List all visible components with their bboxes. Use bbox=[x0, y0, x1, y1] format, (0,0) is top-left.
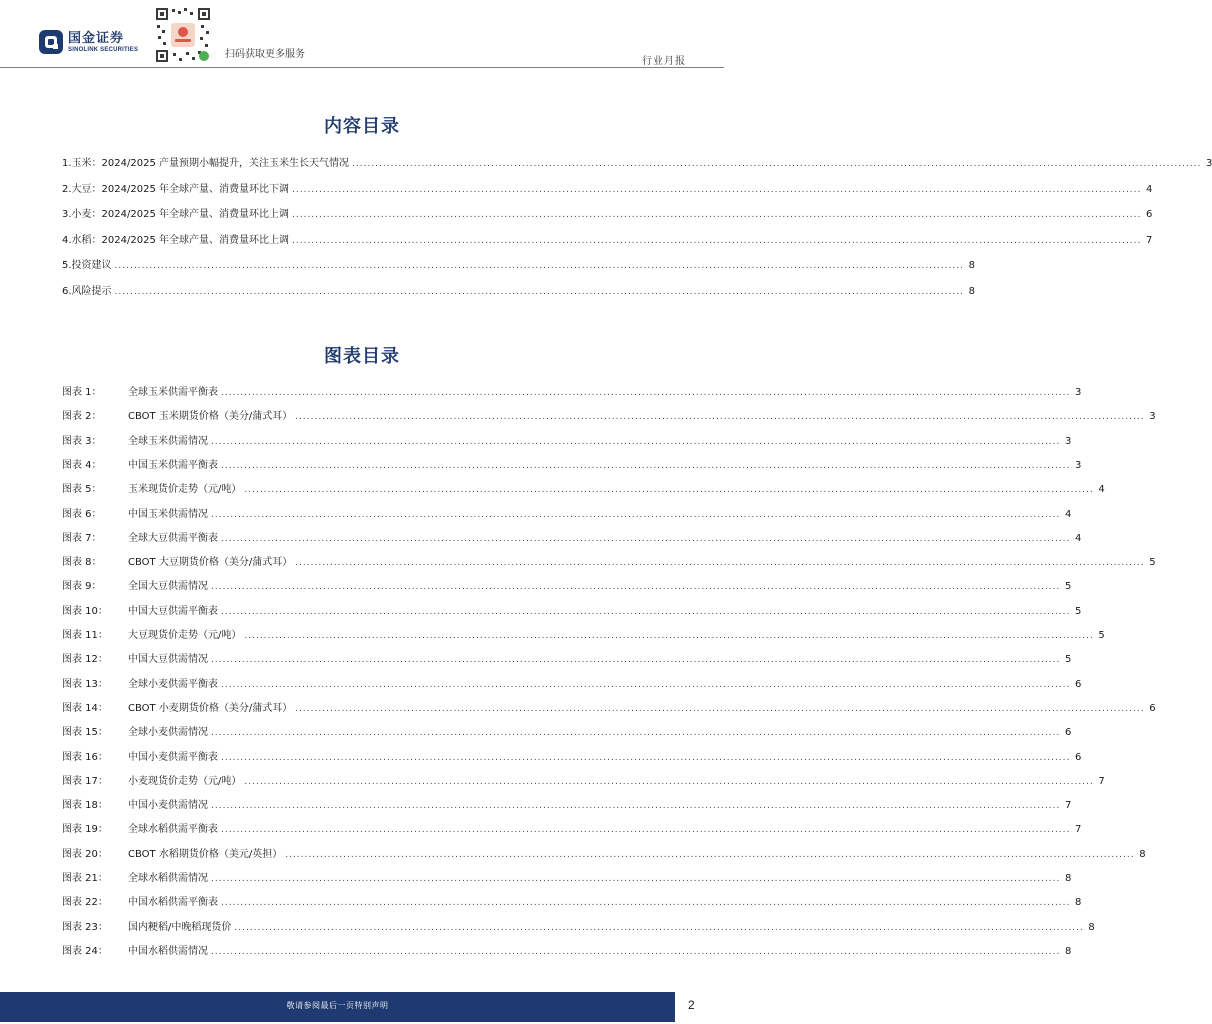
toc-item-page: 8 bbox=[968, 260, 975, 271]
figure-item-number: 图表 20： bbox=[62, 848, 108, 860]
figure-leader-dots: ............................................................................................................................................................................................................................ bbox=[221, 606, 1071, 617]
figure-item-page: 6 bbox=[1075, 751, 1082, 763]
figure-leader-dots: ............................................................................................................................................................................................................................ bbox=[221, 825, 1071, 836]
figure-item-page: 4 bbox=[1098, 484, 1105, 496]
figure-item[interactable] bbox=[62, 579, 1072, 595]
figure-item-number: 图表 14： bbox=[62, 702, 108, 714]
toc-title: 内容目录 bbox=[324, 116, 400, 137]
figure-item-title: 大豆现货价走势（元/吨） bbox=[128, 630, 242, 641]
toc-item-label: 2.大豆：2024/2025 年全球产量、消费量环比下调 bbox=[62, 183, 289, 195]
figure-item-title: 全球小麦供需情况 bbox=[128, 727, 208, 739]
header-divider bbox=[0, 67, 724, 68]
figure-item-title: 中国水稻供需情况 bbox=[128, 945, 208, 957]
figure-item-number: 图表 7： bbox=[62, 532, 102, 544]
figure-item-page: 5 bbox=[1065, 581, 1072, 593]
figure-leader-dots: ............................................................................................................................................................................................................................ bbox=[234, 922, 1084, 933]
figure-item-title: 全球玉米供需情况 bbox=[128, 435, 208, 447]
toc-item[interactable] bbox=[62, 284, 975, 300]
figure-item[interactable] bbox=[62, 507, 1072, 523]
figure-leader-dots: ............................................................................................................................................................................................................................ bbox=[211, 509, 1061, 520]
figure-item-title: 中国玉米供需情况 bbox=[128, 508, 208, 520]
figure-item-title: CBOT 水稻期货价格（美元/英担） bbox=[128, 848, 283, 860]
figure-item-title: 小麦现货价走势（元/吨） bbox=[128, 775, 242, 787]
toc-item-label: 1.玉米：2024/2025 产量预期小幅提升，关注玉米生长天气情况 bbox=[62, 158, 349, 169]
figure-item-page: 6 bbox=[1065, 727, 1072, 739]
figure-item-number: 图表 10： bbox=[62, 605, 108, 617]
figure-leader-dots: ............................................................................................................................................................................................................................ bbox=[244, 485, 1094, 496]
figure-leader-dots: ............................................................................................................................................................................................................................ bbox=[244, 631, 1094, 641]
figure-item-page: 3 bbox=[1149, 411, 1156, 423]
figure-item-number: 图表 24： bbox=[62, 945, 108, 957]
figure-item-title: 中国大豆供需情况 bbox=[128, 654, 208, 666]
figure-item-title: CBOT 小麦期货价格（美分/蒲式耳） bbox=[128, 702, 293, 714]
toc-item[interactable] bbox=[62, 156, 1212, 172]
qr-tagline: 扫码获取更多服务 bbox=[225, 49, 305, 60]
toc-leader-dots: ............................................................................................................................................................................................................................ bbox=[292, 210, 1142, 220]
figure-item[interactable] bbox=[62, 555, 1156, 571]
figure-leader-dots: ............................................................................................................................................................................................................................ bbox=[211, 946, 1061, 957]
figure-item-number: 图表 12： bbox=[62, 654, 108, 666]
logo-english-name: SINOLINK SECURITIES bbox=[68, 46, 139, 53]
figure-leader-dots: ............................................................................................................................................................................................................................ bbox=[244, 776, 1094, 787]
qr-code-icon[interactable] bbox=[154, 6, 212, 64]
figure-item[interactable] bbox=[62, 895, 1082, 911]
figure-item[interactable] bbox=[62, 458, 1082, 474]
figure-item-number: 图表 2： bbox=[62, 411, 102, 423]
toc-leader-dots: ............................................................................................................................................................................................................................ bbox=[292, 184, 1142, 195]
logo-chinese-name: 国金证券 bbox=[68, 30, 125, 46]
figure-item-title: 全球小麦供需平衡表 bbox=[128, 678, 218, 690]
figure-item-title: 全国大豆供需情况 bbox=[128, 581, 208, 593]
figure-item-title: 全球大豆供需平衡表 bbox=[128, 532, 218, 544]
figure-leader-dots: ............................................................................................................................................................................................................................ bbox=[295, 412, 1145, 423]
figure-item-page: 7 bbox=[1098, 775, 1105, 787]
figure-list-title: 图表目录 bbox=[324, 346, 400, 367]
figure-leader-dots: ............................................................................................................................................................................................................................ bbox=[211, 436, 1061, 447]
figure-item-number: 图表 15： bbox=[62, 727, 108, 739]
figure-item-title: 中国玉米供需平衡表 bbox=[128, 459, 218, 471]
figure-item[interactable] bbox=[62, 701, 1156, 717]
figure-item-title: 中国水稻供需平衡表 bbox=[128, 897, 218, 909]
figure-item[interactable] bbox=[62, 628, 1105, 644]
figure-leader-dots: ............................................................................................................................................................................................................................ bbox=[221, 679, 1071, 690]
figure-item[interactable] bbox=[62, 677, 1082, 693]
figure-leader-dots: ............................................................................................................................................................................................................................ bbox=[221, 533, 1071, 544]
figure-item-number: 图表 3： bbox=[62, 435, 102, 447]
figure-leader-dots: ............................................................................................................................................................................................................................ bbox=[221, 752, 1071, 763]
figure-item-title: 全球水稻供需情况 bbox=[128, 873, 208, 884]
toc-leader-dots: ............................................................................................................................................................................................................................ bbox=[114, 261, 964, 271]
toc-item-page: 3 bbox=[1206, 158, 1212, 169]
figure-item-number: 图表 5： bbox=[62, 484, 102, 496]
figure-item[interactable] bbox=[62, 822, 1082, 838]
figure-item-page: 5 bbox=[1065, 654, 1072, 666]
figure-item[interactable] bbox=[62, 409, 1156, 425]
figure-leader-dots: ............................................................................................................................................................................................................................ bbox=[211, 582, 1061, 593]
figure-item[interactable] bbox=[62, 385, 1082, 401]
footer-disclaimer[interactable]: 敬请参阅最后一页特别声明 bbox=[286, 1001, 389, 1010]
figure-item-page: 6 bbox=[1075, 678, 1082, 690]
figure-item[interactable] bbox=[62, 604, 1082, 620]
figure-leader-dots: ............................................................................................................................................................................................................................ bbox=[295, 703, 1145, 714]
figure-item-page: 4 bbox=[1065, 508, 1072, 520]
figure-item-title: 玉米现货价走势（元/吨） bbox=[128, 484, 242, 496]
figure-leader-dots: ............................................................................................................................................................................................................................ bbox=[211, 874, 1061, 884]
figure-item-title: CBOT 玉米期货价格（美分/蒲式耳） bbox=[128, 411, 293, 423]
toc-item-page: 6 bbox=[1146, 209, 1153, 220]
sinolink-logo-icon bbox=[38, 29, 64, 55]
toc-item[interactable] bbox=[62, 258, 975, 274]
figure-item-title: 中国大豆供需平衡表 bbox=[128, 605, 218, 617]
figure-item[interactable] bbox=[62, 531, 1082, 547]
figure-item[interactable] bbox=[62, 871, 1072, 887]
toc-item-page: 7 bbox=[1146, 234, 1153, 246]
figure-item-number: 图表 16： bbox=[62, 751, 108, 763]
figure-item-number: 图表 21： bbox=[62, 873, 108, 884]
figure-item-number: 图表 18： bbox=[62, 800, 108, 812]
figure-item[interactable] bbox=[62, 847, 1146, 863]
figure-item-title: 中国小麦供需情况 bbox=[128, 800, 208, 812]
figure-item-number: 图表 13： bbox=[62, 678, 108, 690]
toc-item[interactable] bbox=[62, 233, 1153, 249]
figure-item-number: 图表 23： bbox=[62, 921, 108, 933]
figure-item-number: 图表 8： bbox=[62, 557, 102, 569]
figure-item-page: 3 bbox=[1065, 435, 1072, 447]
figure-leader-dots: ............................................................................................................................................................................................................................ bbox=[221, 460, 1071, 471]
toc-item-page: 4 bbox=[1146, 183, 1153, 195]
figure-item-number: 图表 4： bbox=[62, 459, 102, 471]
toc-item-label: 6.风险提示 bbox=[62, 285, 112, 297]
figure-item-page: 8 bbox=[1065, 873, 1072, 884]
figure-item-number: 图表 17： bbox=[62, 775, 108, 787]
figure-item-page: 5 bbox=[1075, 605, 1082, 617]
toc-item[interactable] bbox=[62, 182, 1153, 198]
figure-leader-dots: ............................................................................................................................................................................................................................ bbox=[211, 801, 1061, 812]
figure-item-page: 8 bbox=[1065, 945, 1072, 957]
figure-item-title: 中国小麦供需平衡表 bbox=[128, 751, 218, 763]
figure-leader-dots: ............................................................................................................................................................................................................................ bbox=[221, 388, 1071, 398]
figure-item-page: 6 bbox=[1149, 702, 1156, 714]
figure-item[interactable] bbox=[62, 944, 1072, 960]
report-type-label: 行业月报 bbox=[642, 56, 686, 67]
page-number: 2 bbox=[688, 998, 695, 1012]
figure-item-page: 4 bbox=[1075, 532, 1082, 544]
figure-item-page: 5 bbox=[1149, 557, 1156, 569]
toc-item-page: 8 bbox=[968, 285, 975, 297]
figure-item-number: 图表 6： bbox=[62, 508, 102, 520]
figure-leader-dots: ............................................................................................................................................................................................................................ bbox=[211, 655, 1061, 666]
figure-item-page: 3 bbox=[1075, 387, 1082, 398]
toc-item[interactable] bbox=[62, 207, 1153, 223]
toc-item-label: 4.水稻：2024/2025 年全球产量、消费量环比上调 bbox=[62, 234, 289, 246]
page-header bbox=[0, 0, 724, 68]
toc-item-label: 5.投资建议 bbox=[62, 260, 112, 271]
figure-item-number: 图表 19： bbox=[62, 824, 108, 836]
figure-item-number: 图表 9： bbox=[62, 581, 102, 593]
figure-item-page: 8 bbox=[1088, 921, 1095, 933]
figure-item[interactable] bbox=[62, 652, 1072, 668]
figure-leader-dots: ............................................................................................................................................................................................................................ bbox=[221, 898, 1071, 909]
figure-item-page: 3 bbox=[1075, 459, 1082, 471]
figure-leader-dots: ............................................................................................................................................................................................................................ bbox=[295, 558, 1145, 569]
figure-item-title: 全球水稻供需平衡表 bbox=[128, 824, 218, 836]
figure-item-page: 7 bbox=[1065, 800, 1072, 812]
toc-item-label: 3.小麦：2024/2025 年全球产量、消费量环比上调 bbox=[62, 209, 289, 220]
figure-item-page: 8 bbox=[1075, 897, 1082, 909]
toc-leader-dots: ............................................................................................................................................................................................................................ bbox=[352, 159, 1202, 169]
figure-item[interactable] bbox=[62, 482, 1105, 498]
toc-leader-dots: ............................................................................................................................................................................................................................ bbox=[114, 286, 964, 297]
figure-item-page: 7 bbox=[1075, 824, 1082, 836]
figure-item[interactable] bbox=[62, 750, 1082, 766]
figure-item-title: CBOT 大豆期货价格（美分/蒲式耳） bbox=[128, 557, 293, 569]
figure-item[interactable] bbox=[62, 434, 1072, 450]
figure-item-title: 国内粳稻/中晚稻现货价 bbox=[128, 921, 232, 933]
figure-item[interactable] bbox=[62, 774, 1105, 790]
figure-item[interactable] bbox=[62, 725, 1072, 741]
figure-item-page: 8 bbox=[1139, 848, 1146, 860]
figure-item-number: 图表 22： bbox=[62, 897, 108, 909]
figure-item[interactable] bbox=[62, 798, 1072, 814]
toc-leader-dots: ............................................................................................................................................................................................................................ bbox=[292, 235, 1142, 246]
figure-item-title: 全球玉米供需平衡表 bbox=[128, 387, 218, 398]
figure-item-number: 图表 11： bbox=[62, 630, 108, 641]
figure-item[interactable] bbox=[62, 920, 1095, 936]
figure-item-page: 5 bbox=[1098, 630, 1105, 641]
company-logo bbox=[38, 28, 138, 56]
figure-item-number: 图表 1： bbox=[62, 387, 102, 398]
figure-leader-dots: ............................................................................................................................................................................................................................ bbox=[285, 849, 1135, 860]
figure-leader-dots: ............................................................................................................................................................................................................................ bbox=[211, 728, 1061, 739]
